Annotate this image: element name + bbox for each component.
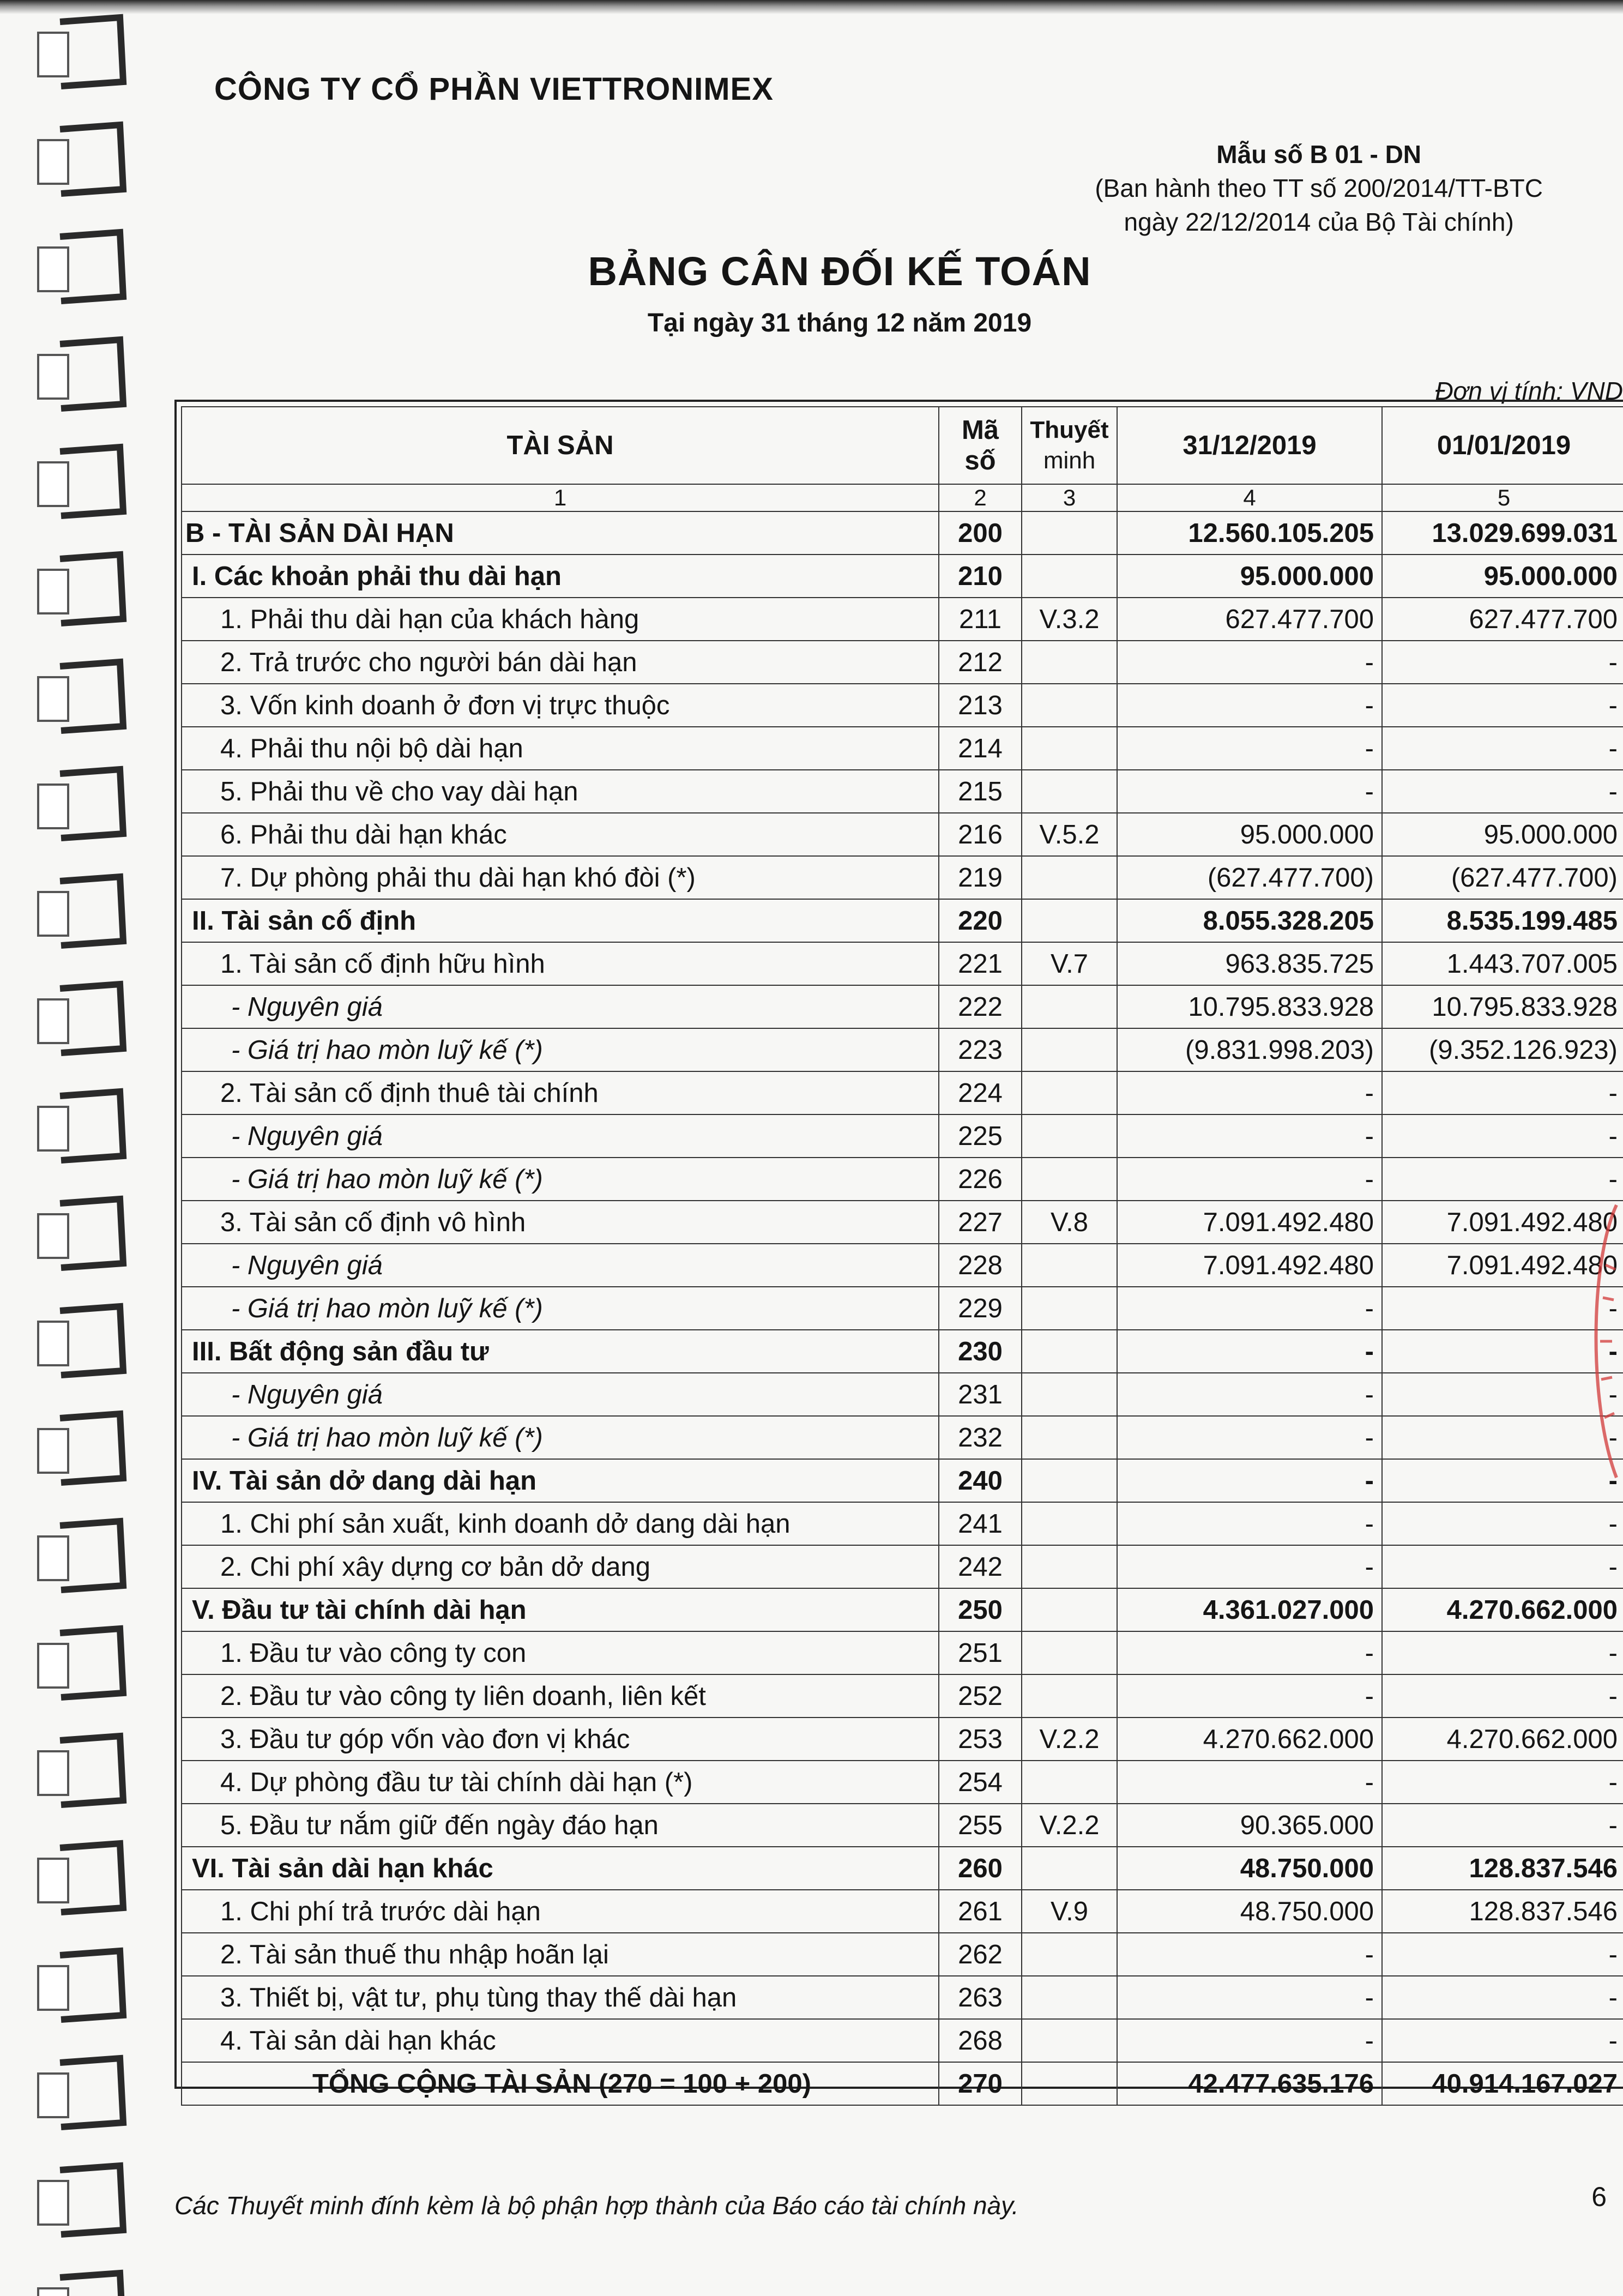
table-row — [182, 1804, 1623, 1847]
row-note: V.2.2 — [1022, 1718, 1117, 1761]
row-value-begin: - — [1382, 1674, 1623, 1718]
table-row — [182, 1071, 1623, 1114]
row-asset-name: 1. Phải thu dài hạn của khách hàng — [182, 598, 939, 641]
row-note: V.9 — [1022, 1890, 1117, 1933]
row-code: 211 — [939, 598, 1022, 641]
column-number: 2 — [939, 484, 1022, 511]
row-value-begin: - — [1382, 1631, 1623, 1674]
row-note: V.5.2 — [1022, 813, 1117, 856]
row-value-end: 4.270.662.000 — [1117, 1718, 1382, 1761]
row-asset-name: 2. Tài sản cố định thuê tài chính — [182, 1071, 939, 1114]
row-asset-name: - Nguyên giá — [182, 985, 939, 1028]
row-note — [1022, 856, 1117, 899]
row-value-begin: 627.477.700 — [1382, 598, 1623, 641]
table-row — [182, 1373, 1623, 1416]
row-value-end: - — [1117, 641, 1382, 684]
table-row — [182, 1890, 1623, 1933]
row-value-end: - — [1117, 1287, 1382, 1330]
row-code: 222 — [939, 985, 1022, 1028]
row-value-begin: - — [1382, 1287, 1623, 1330]
table-row — [182, 856, 1623, 899]
row-note — [1022, 1976, 1117, 2019]
table-row — [182, 1287, 1623, 1330]
row-value-end: 12.560.105.205 — [1117, 511, 1382, 555]
row-code: 225 — [939, 1114, 1022, 1158]
table-row — [182, 1976, 1623, 2019]
row-value-begin: - — [1382, 1158, 1623, 1201]
spiral-ring — [38, 1951, 123, 2020]
row-value-end: - — [1117, 727, 1382, 770]
row-note — [1022, 1933, 1117, 1976]
row-note: V.7 — [1022, 942, 1117, 985]
table-row — [182, 555, 1623, 598]
row-asset-name: 1. Đầu tư vào công ty con — [182, 1631, 939, 1674]
row-value-begin: - — [1382, 1761, 1623, 1804]
row-code: 231 — [939, 1373, 1022, 1416]
table-row — [182, 1718, 1623, 1761]
table-row — [182, 813, 1623, 856]
row-code: 214 — [939, 727, 1022, 770]
company-name: CÔNG TY CỔ PHẦN VIETTRONIMEX — [214, 71, 774, 107]
spiral-ring — [38, 1199, 123, 1268]
row-value-end: 10.795.833.928 — [1117, 985, 1382, 1028]
row-asset-name: 2. Đầu tư vào công ty liên doanh, liên kết — [182, 1674, 939, 1718]
spiral-ring — [38, 984, 123, 1053]
spiral-ring — [38, 1736, 123, 1805]
table-row — [182, 1631, 1623, 1674]
row-code: 254 — [939, 1761, 1022, 1804]
row-code: 260 — [939, 1847, 1022, 1890]
row-value-begin: - — [1382, 1804, 1623, 1847]
total-note — [1022, 2062, 1117, 2105]
row-value-begin: 95.000.000 — [1382, 555, 1623, 598]
row-value-begin: 4.270.662.000 — [1382, 1588, 1623, 1631]
row-value-begin: - — [1382, 1976, 1623, 2019]
row-asset-name: 4. Tài sản dài hạn khác — [182, 2019, 939, 2062]
row-asset-name: B - TÀI SẢN DÀI HẠN — [182, 511, 939, 555]
table-row — [182, 1459, 1623, 1502]
header-code-line2: số — [964, 446, 996, 475]
row-asset-name: 4. Dự phòng đầu tư tài chính dài hạn (*) — [182, 1761, 939, 1804]
row-value-end: 95.000.000 — [1117, 813, 1382, 856]
row-value-begin: - — [1382, 1416, 1623, 1459]
form-line-1: (Ban hành theo TT số 200/2014/TT-BTC — [1095, 174, 1543, 202]
total-code: 270 — [939, 2062, 1022, 2105]
form-code: Mẫu số B 01 - DN — [1216, 140, 1422, 168]
row-code: 215 — [939, 770, 1022, 813]
spiral-ring — [38, 662, 123, 731]
spiral-binding — [0, 0, 142, 2296]
table-row — [182, 727, 1623, 770]
spiral-ring — [38, 1092, 123, 1160]
document-subtitle: Tại ngày 31 tháng 12 năm 2019 — [647, 309, 1032, 338]
row-asset-name: III. Bất động sản đầu tư — [182, 1330, 939, 1373]
table-row — [182, 684, 1623, 727]
row-value-end: - — [1117, 1330, 1382, 1373]
spiral-ring — [38, 1629, 123, 1697]
table-row — [182, 1330, 1623, 1373]
row-value-begin: 13.029.699.031 — [1382, 511, 1623, 555]
row-code: 262 — [939, 1933, 1022, 1976]
header-asset: TÀI SẢN — [182, 407, 939, 484]
row-value-end: - — [1117, 1761, 1382, 1804]
table-row — [182, 641, 1623, 684]
row-code: 223 — [939, 1028, 1022, 1071]
row-asset-name: 5. Phải thu về cho vay dài hạn — [182, 770, 939, 813]
row-asset-name: - Nguyên giá — [182, 1114, 939, 1158]
table-row — [182, 1761, 1623, 1804]
header-note — [1022, 407, 1117, 484]
row-code: 216 — [939, 813, 1022, 856]
row-value-end: - — [1117, 1459, 1382, 1502]
row-value-begin: 7.091.492.480 — [1382, 1201, 1623, 1244]
row-note — [1022, 770, 1117, 813]
spiral-ring — [38, 769, 123, 838]
row-code: 212 — [939, 641, 1022, 684]
row-note: V.2.2 — [1022, 1804, 1117, 1847]
row-note — [1022, 1545, 1117, 1588]
row-code: 227 — [939, 1201, 1022, 1244]
row-code: 226 — [939, 1158, 1022, 1201]
row-code: 261 — [939, 1890, 1022, 1933]
spiral-ring — [38, 1843, 123, 1912]
table-row — [182, 1201, 1623, 1244]
row-note — [1022, 1631, 1117, 1674]
spiral-ring — [38, 1414, 123, 1483]
row-value-end: - — [1117, 1502, 1382, 1545]
row-value-end: 7.091.492.480 — [1117, 1201, 1382, 1244]
table-row — [182, 1545, 1623, 1588]
row-value-begin: 4.270.662.000 — [1382, 1718, 1623, 1761]
row-note — [1022, 2019, 1117, 2062]
row-value-begin: - — [1382, 1933, 1623, 1976]
row-asset-name: 2. Trả trước cho người bán dài hạn — [182, 641, 939, 684]
row-value-begin: - — [1382, 1459, 1623, 1502]
row-value-begin: - — [1382, 641, 1623, 684]
row-value-begin: - — [1382, 1373, 1623, 1416]
row-value-end: 48.750.000 — [1117, 1890, 1382, 1933]
table-row — [182, 1416, 1623, 1459]
row-note — [1022, 511, 1117, 555]
row-asset-name: - Giá trị hao mòn luỹ kế (*) — [182, 1028, 939, 1071]
row-value-begin: (9.352.126.923) — [1382, 1028, 1623, 1071]
spiral-ring — [38, 447, 123, 516]
row-code: 228 — [939, 1244, 1022, 1287]
row-value-end: - — [1117, 1114, 1382, 1158]
row-note — [1022, 1158, 1117, 1201]
row-asset-name: - Nguyên giá — [182, 1373, 939, 1416]
row-note — [1022, 1847, 1117, 1890]
row-value-end: - — [1117, 1631, 1382, 1674]
row-note — [1022, 684, 1117, 727]
row-code: 229 — [939, 1287, 1022, 1330]
row-note: V.8 — [1022, 1201, 1117, 1244]
row-value-begin: 7.091.492.480 — [1382, 1244, 1623, 1287]
form-line-2: ngày 22/12/2014 của Bộ Tài chính) — [1124, 208, 1514, 236]
row-note — [1022, 1287, 1117, 1330]
table-row — [182, 1933, 1623, 1976]
row-value-end: 48.750.000 — [1117, 1847, 1382, 1890]
footer-note: Các Thuyết minh đính kèm là bộ phận hợp thành của Báo cáo tài chính này. — [174, 2191, 1019, 2220]
row-value-begin: 1.443.707.005 — [1382, 942, 1623, 985]
table-row — [182, 1674, 1623, 1718]
form-reference — [1095, 137, 1543, 239]
table-row — [182, 598, 1623, 641]
row-code: 213 — [939, 684, 1022, 727]
row-asset-name: I. Các khoản phải thu dài hạn — [182, 555, 939, 598]
spiral-ring — [38, 340, 123, 408]
row-code: 230 — [939, 1330, 1022, 1373]
row-value-end: 95.000.000 — [1117, 555, 1382, 598]
row-value-end: - — [1117, 1071, 1382, 1114]
row-note — [1022, 985, 1117, 1028]
spiral-ring — [38, 2058, 123, 2127]
table-row — [182, 511, 1623, 555]
row-code: 221 — [939, 942, 1022, 985]
row-value-begin: - — [1382, 2019, 1623, 2062]
row-asset-name: 1. Chi phí trả trước dài hạn — [182, 1890, 939, 1933]
row-asset-name: 1. Tài sản cố định hữu hình — [182, 942, 939, 985]
row-note — [1022, 1244, 1117, 1287]
row-note — [1022, 1459, 1117, 1502]
row-note — [1022, 1761, 1117, 1804]
row-asset-name: 2. Tài sản thuế thu nhập hoãn lại — [182, 1933, 939, 1976]
row-value-begin: - — [1382, 1114, 1623, 1158]
row-note — [1022, 1071, 1117, 1114]
table-row — [182, 985, 1623, 1028]
table-row — [182, 1114, 1623, 1158]
header-end-date: 31/12/2019 — [1117, 407, 1382, 484]
row-value-begin: - — [1382, 727, 1623, 770]
row-code: 200 — [939, 511, 1022, 555]
table-row — [182, 899, 1623, 942]
total-value-begin: 40.914.167.027 — [1382, 2062, 1623, 2105]
row-asset-name: 3. Vốn kinh doanh ở đơn vị trực thuộc — [182, 684, 939, 727]
row-asset-name: 7. Dự phòng phải thu dài hạn khó đòi (*) — [182, 856, 939, 899]
row-note — [1022, 1588, 1117, 1631]
row-value-end: 90.365.000 — [1117, 1804, 1382, 1847]
row-asset-name: VI. Tài sản dài hạn khác — [182, 1847, 939, 1890]
page-top-shadow — [0, 0, 1623, 14]
row-asset-name: V. Đầu tư tài chính dài hạn — [182, 1588, 939, 1631]
row-value-end: - — [1117, 1674, 1382, 1718]
column-number: 3 — [1022, 484, 1117, 511]
row-value-end: - — [1117, 1158, 1382, 1201]
row-code: 224 — [939, 1071, 1022, 1114]
row-value-end: - — [1117, 2019, 1382, 2062]
row-value-begin: 128.837.546 — [1382, 1847, 1623, 1890]
row-value-end: 7.091.492.480 — [1117, 1244, 1382, 1287]
row-value-end: (9.831.998.203) — [1117, 1028, 1382, 1071]
header-note-line1: Thuyết — [1030, 417, 1109, 443]
row-code: 242 — [939, 1545, 1022, 1588]
row-value-end: - — [1117, 684, 1382, 727]
row-value-end: 8.055.328.205 — [1117, 899, 1382, 942]
row-value-begin: - — [1382, 1330, 1623, 1373]
header-note-line2: minh — [1043, 447, 1096, 474]
row-asset-name: - Nguyên giá — [182, 1244, 939, 1287]
header-code — [939, 407, 1022, 484]
row-value-end: 627.477.700 — [1117, 598, 1382, 641]
row-value-begin: - — [1382, 770, 1623, 813]
column-number: 1 — [182, 484, 939, 511]
table-row — [182, 1588, 1623, 1631]
spiral-ring — [38, 2273, 123, 2296]
table-row — [182, 1847, 1623, 1890]
row-note — [1022, 1416, 1117, 1459]
row-code: 255 — [939, 1804, 1022, 1847]
header-code-line1: Mã — [961, 415, 999, 445]
row-asset-name: 3. Tài sản cố định vô hình — [182, 1201, 939, 1244]
row-asset-name: II. Tài sản cố định — [182, 899, 939, 942]
row-asset-name: 4. Phải thu nội bộ dài hạn — [182, 727, 939, 770]
row-note — [1022, 899, 1117, 942]
table-row — [182, 1158, 1623, 1201]
row-note: V.3.2 — [1022, 598, 1117, 641]
table-row — [182, 1244, 1623, 1287]
total-value-end: 42.477.635.176 — [1117, 2062, 1382, 2105]
row-value-begin: - — [1382, 1502, 1623, 1545]
row-value-end: - — [1117, 770, 1382, 813]
row-asset-name: 5. Đầu tư nắm giữ đến ngày đáo hạn — [182, 1804, 939, 1847]
row-code: 263 — [939, 1976, 1022, 2019]
row-value-end: - — [1117, 1976, 1382, 2019]
balance-sheet-frame — [174, 400, 1623, 2099]
spiral-ring — [38, 877, 123, 945]
row-code: 252 — [939, 1674, 1022, 1718]
row-note — [1022, 1502, 1117, 1545]
spiral-ring — [38, 555, 123, 623]
row-value-begin: 95.000.000 — [1382, 813, 1623, 856]
column-number: 4 — [1117, 484, 1382, 511]
row-code: 210 — [939, 555, 1022, 598]
row-value-end: - — [1117, 1933, 1382, 1976]
table-row — [182, 770, 1623, 813]
spiral-ring — [38, 1306, 123, 1375]
page-number: 6 — [1591, 2181, 1607, 2212]
row-value-end: 4.361.027.000 — [1117, 1588, 1382, 1631]
table-header-row — [182, 407, 1623, 484]
spiral-ring — [38, 125, 123, 194]
row-asset-name: 3. Thiết bị, vật tư, phụ tùng thay thế dài hạn — [182, 1976, 939, 2019]
row-asset-name: - Giá trị hao mòn luỹ kế (*) — [182, 1287, 939, 1330]
row-code: 240 — [939, 1459, 1022, 1502]
row-note — [1022, 1373, 1117, 1416]
balance-sheet-table — [181, 406, 1623, 2106]
column-number-row — [182, 484, 1623, 511]
row-code: 219 — [939, 856, 1022, 899]
row-note — [1022, 555, 1117, 598]
spiral-ring — [38, 17, 123, 86]
row-asset-name: 1. Chi phí sản xuất, kinh doanh dở dang dài hạn — [182, 1502, 939, 1545]
row-asset-name: - Giá trị hao mòn luỹ kế (*) — [182, 1416, 939, 1459]
row-asset-name: - Giá trị hao mòn luỹ kế (*) — [182, 1158, 939, 1201]
column-number: 5 — [1382, 484, 1623, 511]
table-row — [182, 2019, 1623, 2062]
row-note — [1022, 641, 1117, 684]
row-code: 250 — [939, 1588, 1022, 1631]
table-row — [182, 942, 1623, 985]
row-code: 232 — [939, 1416, 1022, 1459]
row-code: 253 — [939, 1718, 1022, 1761]
total-row — [182, 2062, 1623, 2105]
row-value-begin: 8.535.199.485 — [1382, 899, 1623, 942]
row-value-end: - — [1117, 1545, 1382, 1588]
table-row — [182, 1028, 1623, 1071]
row-value-begin: (627.477.700) — [1382, 856, 1623, 899]
row-note — [1022, 1028, 1117, 1071]
row-asset-name: 3. Đầu tư góp vốn vào đơn vị khác — [182, 1718, 939, 1761]
row-value-end: (627.477.700) — [1117, 856, 1382, 899]
spiral-ring — [38, 1521, 123, 1590]
row-asset-name: 2. Chi phí xây dựng cơ bản dở dang — [182, 1545, 939, 1588]
row-value-end: 963.835.725 — [1117, 942, 1382, 985]
row-value-begin: - — [1382, 1545, 1623, 1588]
row-value-begin: 128.837.546 — [1382, 1890, 1623, 1933]
row-value-end: - — [1117, 1416, 1382, 1459]
header-begin-date: 01/01/2019 — [1382, 407, 1623, 484]
row-code: 241 — [939, 1502, 1022, 1545]
row-note — [1022, 1114, 1117, 1158]
total-label: TỔNG CỘNG TÀI SẢN (270 = 100 + 200) — [182, 2062, 939, 2105]
row-note — [1022, 1674, 1117, 1718]
row-note — [1022, 727, 1117, 770]
row-note — [1022, 1330, 1117, 1373]
row-code: 268 — [939, 2019, 1022, 2062]
red-stamp-fragment — [1578, 1200, 1623, 1483]
row-code: 220 — [939, 899, 1022, 942]
row-value-begin: - — [1382, 684, 1623, 727]
row-asset-name: 6. Phải thu dài hạn khác — [182, 813, 939, 856]
row-code: 251 — [939, 1631, 1022, 1674]
spiral-ring — [38, 2166, 123, 2234]
currency-unit: Đơn vị tính: VND — [1435, 377, 1623, 405]
document-title: BẢNG CÂN ĐỐI KẾ TOÁN — [588, 249, 1091, 294]
row-asset-name: IV. Tài sản dở dang dài hạn — [182, 1459, 939, 1502]
row-value-begin: - — [1382, 1071, 1623, 1114]
row-value-begin: 10.795.833.928 — [1382, 985, 1623, 1028]
table-row — [182, 1502, 1623, 1545]
table-body — [182, 511, 1623, 2105]
row-value-end: - — [1117, 1373, 1382, 1416]
